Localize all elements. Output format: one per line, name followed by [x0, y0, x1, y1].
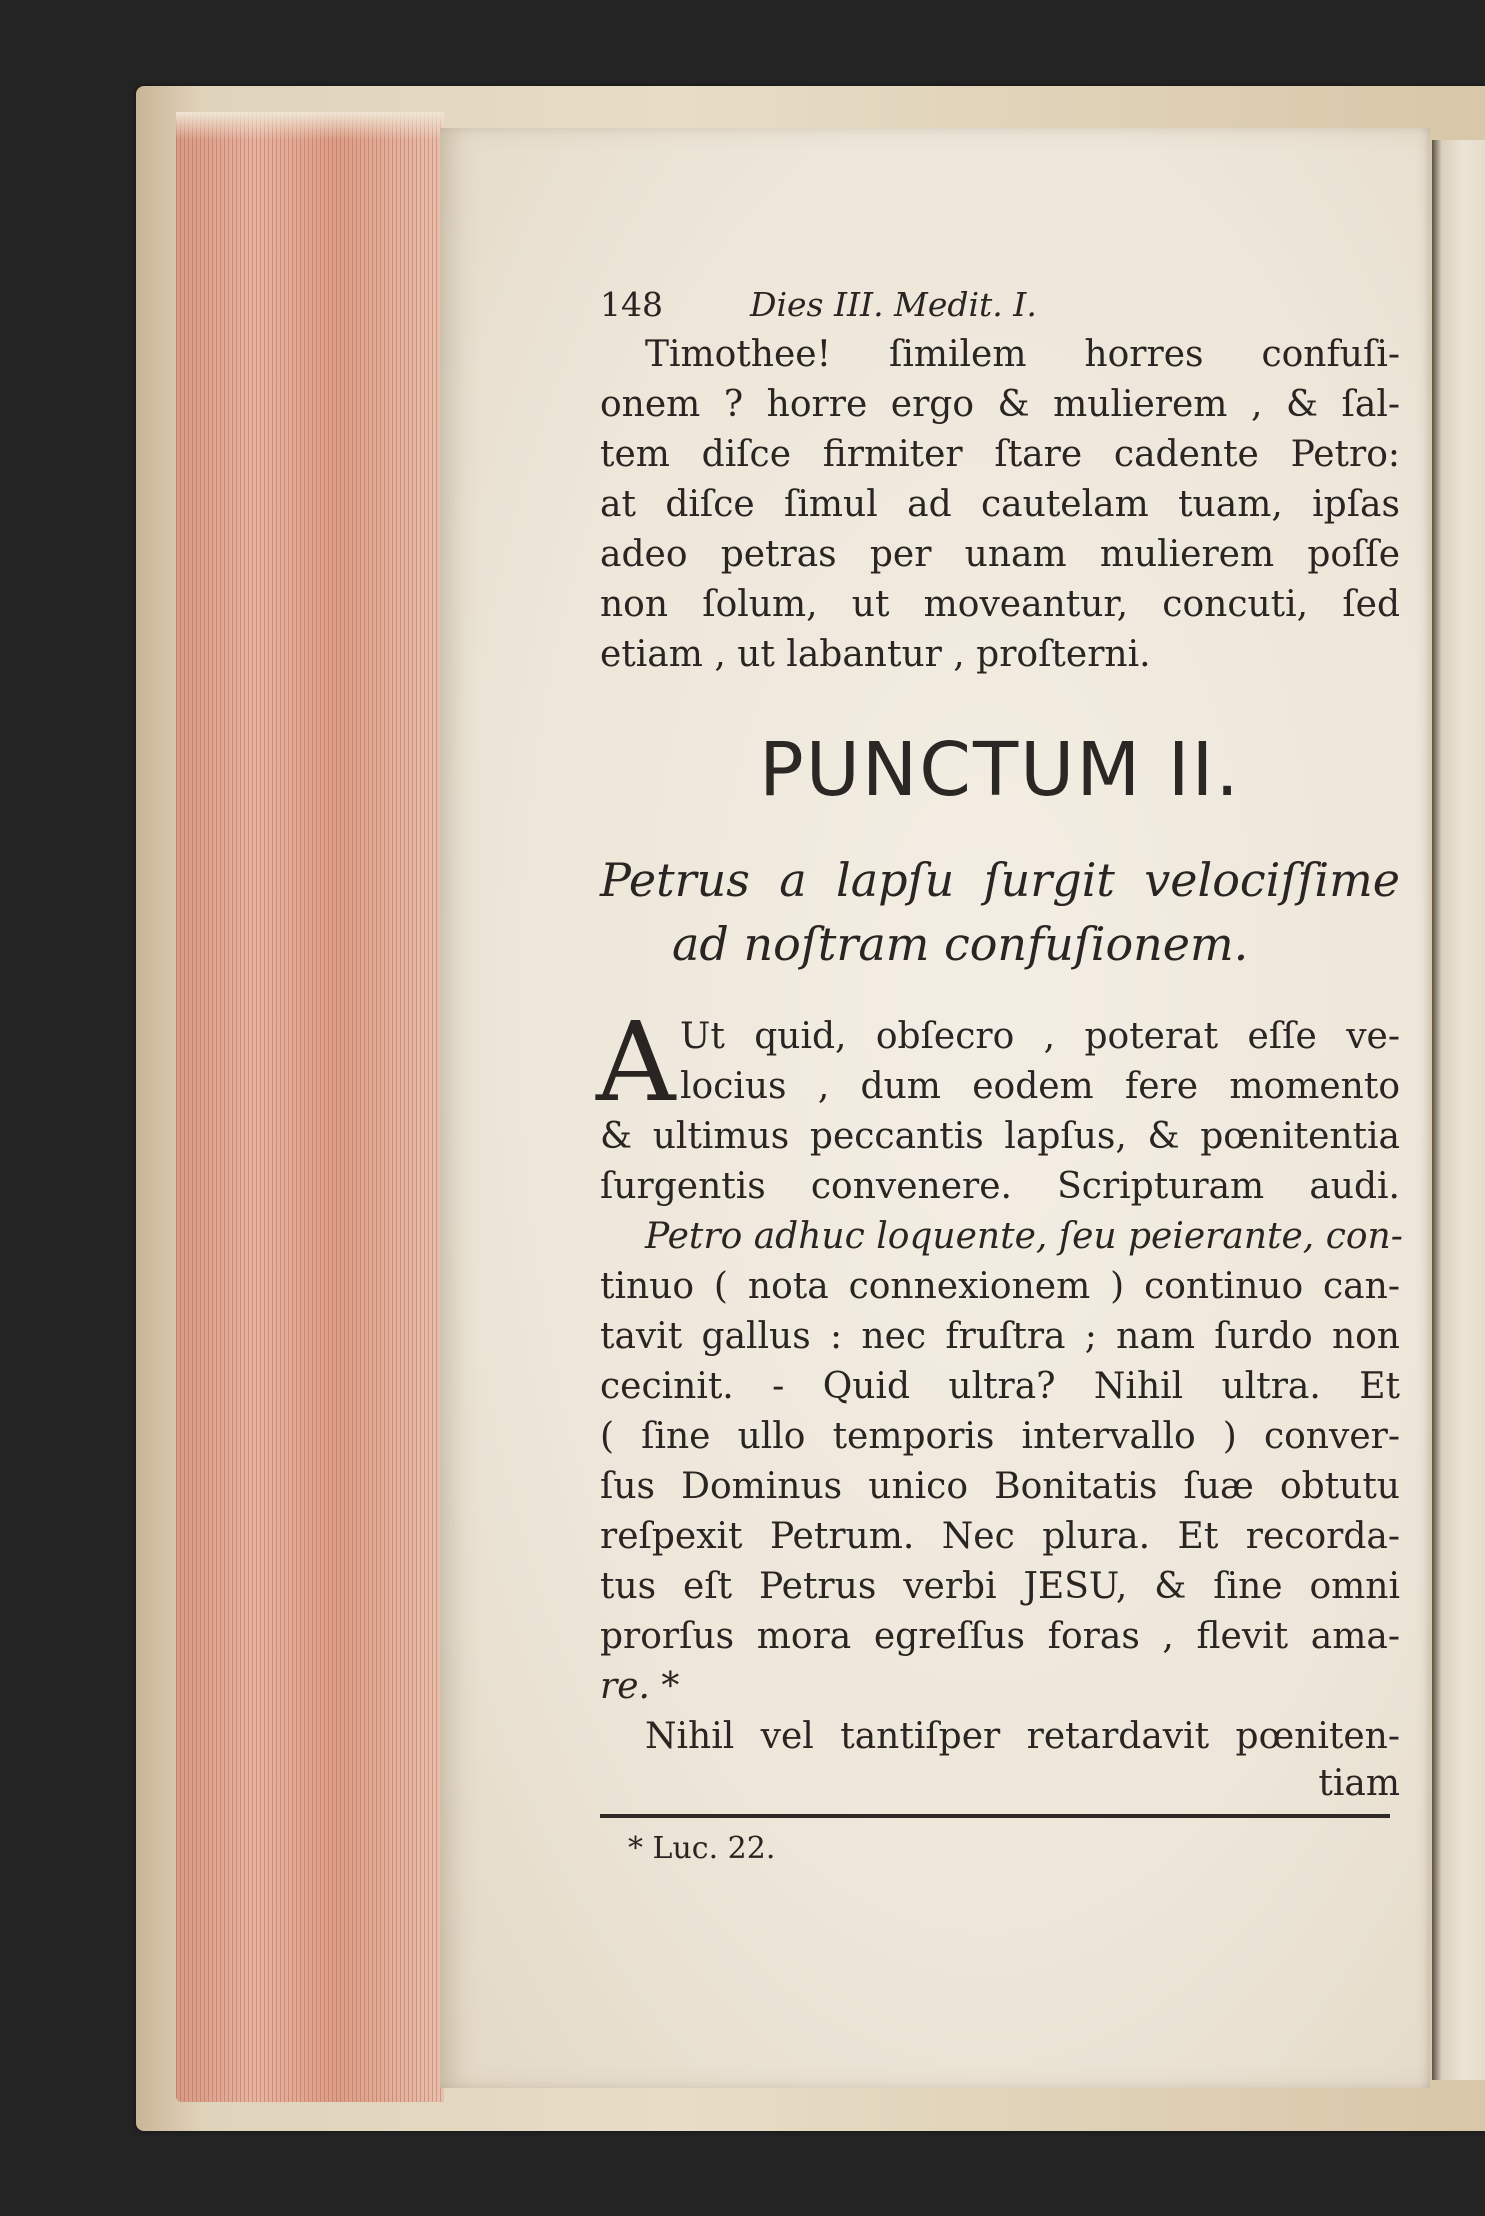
text-line: Timothee! ſimilem horres confuſi-	[645, 334, 1400, 375]
section-heading: PUNCTUM II.	[759, 727, 1241, 813]
text-line: onem ? horre ergo & mulierem , & ſal-	[600, 384, 1400, 425]
page-text	[596, 280, 1403, 1874]
page-edges	[176, 112, 444, 2102]
body-paragraph	[596, 998, 1403, 1806]
text-line: reſpexit Petrum. Nec plura. Et recorda-	[600, 1516, 1400, 1557]
drop-cap: A	[596, 998, 676, 1126]
footnote-rule	[600, 1814, 1390, 1818]
next-page-edge	[1432, 140, 1485, 2080]
text-line: tavit gallus : nec fruſtra ; nam ſurdo non	[600, 1316, 1400, 1357]
running-title: Dies III. Medit. I.	[750, 285, 1037, 324]
running-header	[600, 280, 1400, 330]
text-line: non ſolum, ut moveantur, concuti, ſed	[600, 584, 1400, 625]
text-line: cecinit. - Quid ultra? Nihil ultra. Et	[600, 1366, 1400, 1407]
text-line: tem diſce firmiter ſtare cadente Petro:	[600, 434, 1400, 475]
intro-paragraph	[600, 330, 1400, 680]
text-line: Ut quid, obſecro , poterat eſſe ve-	[680, 1016, 1400, 1057]
text-line: ſurgentis convenere. Scripturam audi.	[600, 1166, 1400, 1207]
subheading-line: Petrus a lapſu ſurgit velociſſime	[600, 853, 1400, 907]
text-line: Nihil vel tantiſper retardavit pœniten-	[645, 1716, 1400, 1757]
text-line: ( ſine ullo temporis intervallo ) conver-	[600, 1416, 1400, 1457]
text-line: prorſus mora egreſſus foras , flevit ama-	[600, 1616, 1400, 1657]
text-line: Petro adhuc loquente, ſeu peierante, con-	[645, 1216, 1403, 1257]
text-line: etiam , ut labantur , proſterni.	[600, 634, 1151, 675]
text-line: tinuo ( nota connexionem ) continuo can-	[600, 1266, 1400, 1307]
text-line: & ultimus peccantis lapſus, & pœnitentia	[600, 1116, 1400, 1157]
text-line: locius , dum eodem fere momento	[680, 1066, 1400, 1107]
text-line: at diſce ſimul ad cautelam tuam, ipſas	[600, 484, 1400, 525]
footnote: * Luc. 22.	[628, 1831, 776, 1866]
text-line: adeo petras per unam mulierem poſſe	[600, 534, 1400, 575]
text-line: tus eſt Petrus verbi JESU, & ſine omni	[600, 1566, 1400, 1607]
text-line: re. *	[600, 1666, 680, 1707]
subheading-line: ad noſtram confuſionem.	[672, 917, 1249, 971]
page-number: 148	[600, 285, 663, 324]
catchword: tiam	[1318, 1763, 1400, 1804]
text-line: ſus Dominus unico Bonitatis ſuæ obtutu	[600, 1466, 1400, 1507]
